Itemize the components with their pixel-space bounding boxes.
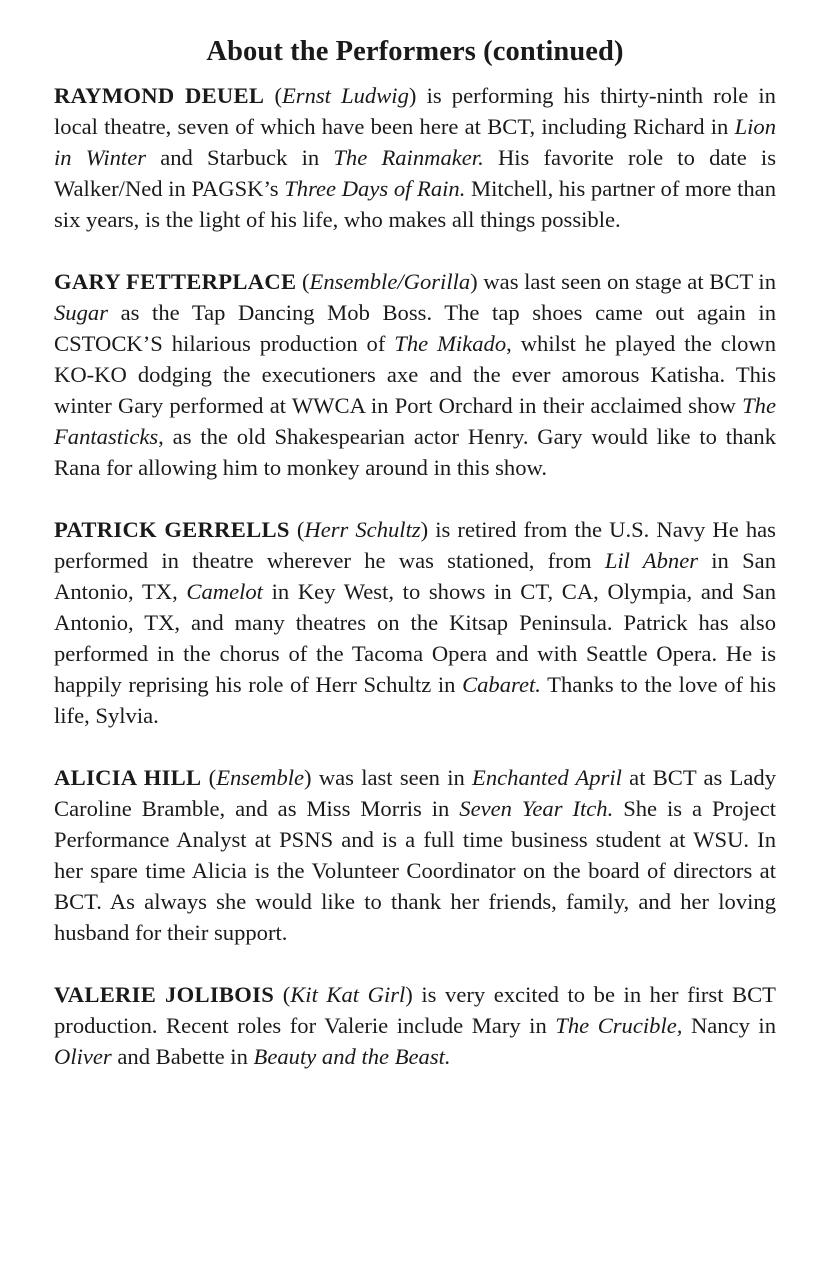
performer-role: Ernst Ludwig	[281, 83, 409, 108]
bio-text: in Key West, to shows in CT, CA, Olympia, and San Antonio, TX, and many theatres on the Kitsap Peninsula. Patrick has also performed in the chorus of the Tacoma Opera and with Seattle Opera. He is happily reprising his role of Herr Schultz in	[54, 579, 776, 697]
bio-text: as the Tap Dancing Mob Boss. The tap shoes came out again in CSTOCK’S hilarious production of	[54, 300, 776, 356]
program-page	[54, 34, 776, 1103]
performer-name: RAYMOND DEUEL	[54, 83, 265, 108]
performer-name: ALICIA HILL	[54, 765, 202, 790]
performer-name: GARY FETTERPLACE	[54, 269, 297, 294]
performer-role: Ensemble/Gorilla	[309, 269, 471, 294]
production-title: Enchanted April	[472, 765, 622, 790]
bio-text: is retired from the U.S. Navy He has performed in theatre wherever he was stationed, from	[54, 517, 776, 573]
bio-text: in San Antonio, TX,	[54, 548, 776, 604]
page-title: About the Performers (continued)	[206, 36, 624, 67]
performer-name: VALERIE JOLIBOIS	[54, 982, 275, 1007]
performer-bio: RAYMOND DEUEL (Ernst Ludwig) is performing his thirty-ninth role in local theatre, seven of which have been here at BCT, including Richard in Lion in Winter and Starbuck in The Rainmaker. His favorite role to date is Walker/Ned in PAGSK’s Three Days of Rain. Mitchell, his partner of more than six years, is the light of his life, who makes all things possible.	[54, 83, 776, 232]
production-title: Oliver	[54, 1044, 112, 1069]
bio-text: Nancy in	[682, 1013, 777, 1038]
performer-name: PATRICK GERRELLS	[54, 517, 290, 542]
production-title: Three Days of Rain.	[284, 176, 466, 201]
bio-text: and Starbuck in	[146, 145, 334, 170]
production-title: Beauty and the Beast.	[253, 1044, 451, 1069]
performer-bio: PATRICK GERRELLS (Herr Schultz) is retired from the U.S. Navy He has performed in theatre wherever he was stationed, from Lil Abner in San Antonio, TX, Camelot in Key West, to shows in CT, CA, Olympia, and San Antonio, TX, and many theatres on the Kitsap Peninsula. Patrick has also performed in the chorus of the Tacoma Opera and with Seattle Opera. He is happily reprising his role of Herr Schultz in Cabaret. Thanks to the love of his life, Sylvia.	[54, 517, 776, 728]
bio-text: She is a Project Performance Analyst at PSNS and is a full time business student at WSU. In her spare time Alicia is the Volunteer Coordinator on the board of directors at BCT. As always she would like to thank her friends, family, and her loving husband for their support.	[54, 796, 776, 945]
bio-text: at BCT as Lady Caroline Bramble, and as Miss Morris in	[54, 765, 776, 821]
performer-bios	[54, 80, 776, 1072]
bio-text: Thanks to the love of his life, Sylvia.	[54, 672, 776, 728]
production-title: Lil Abner	[604, 548, 699, 573]
production-title: The Mikado	[394, 331, 507, 356]
production-title: Lion in Winter	[54, 114, 776, 170]
production-title: The Crucible,	[555, 1013, 683, 1038]
bio-text: , whilst he played the clown KO-KO dodging the executioners axe and the ever amorous Katisha. This winter Gary performed at WWCA in Port Orchard in their acclaimed show	[54, 331, 777, 418]
bio-text: and Babette in	[111, 1044, 254, 1069]
bio-text: was last seen on stage at BCT in	[477, 269, 777, 294]
performer-role: Kit Kat Girl	[290, 982, 406, 1007]
bio-text: is very excited to be in her first BCT production. Recent roles for Valerie include Mary in	[54, 982, 776, 1038]
production-title: Camelot	[186, 579, 263, 604]
production-title: The Rainmaker.	[333, 145, 484, 170]
production-title: Cabaret.	[462, 672, 541, 697]
production-title: The Fantasticks	[54, 393, 776, 449]
performer-bio: GARY FETTERPLACE (Ensemble/Gorilla) was last seen on stage at BCT in Sugar as the Tap Dancing Mob Boss. The tap shoes came out again in CSTOCK’S hilarious production of The Mikado, whilst he played the clown KO-KO dodging the executioners axe and the ever amorous Katisha. This winter Gary performed at WWCA in Port Orchard in their acclaimed show The Fantasticks, as the old Shakespearian actor Henry. Gary would like to thank Rana for allowing him to monkey around in this show.	[54, 269, 777, 480]
performer-role: Herr Schultz	[304, 517, 421, 542]
performer-bio: ALICIA HILL (Ensemble) was last seen in Enchanted April at BCT as Lady Caroline Bramble, and as Miss Morris in Seven Year Itch. She is a Project Performance Analyst at PSNS and is a full time business student at WSU. In her spare time Alicia is the Volunteer Coordinator on the board of directors at BCT. As always she would like to thank her friends, family, and her loving husband for their support.	[54, 765, 776, 945]
production-title: Sugar	[54, 300, 108, 325]
bio-text: was last seen in	[311, 765, 473, 790]
performer-bio: VALERIE JOLIBOIS (Kit Kat Girl) is very excited to be in her first BCT production. Recent roles for Valerie include Mary in The Crucible, Nancy in Oliver and Babette in Beauty and the Beast.	[54, 982, 777, 1069]
production-title: Seven Year Itch.	[459, 796, 614, 821]
bio-text: is performing his thirty-ninth role in local theatre, seven of which have been here at BCT, including Richard in	[54, 83, 776, 139]
bio-text: His favorite role to date is Walker/Ned in PAGSK’s	[54, 145, 776, 201]
bio-text: , as the old Shakespearian actor Henry. Gary would like to thank Rana for allowing him to monkey around in this show.	[54, 424, 776, 480]
bio-text: Mitchell, his partner of more than six years, is the light of his life, who makes all things possible.	[54, 176, 776, 232]
performer-role: Ensemble	[216, 765, 305, 790]
